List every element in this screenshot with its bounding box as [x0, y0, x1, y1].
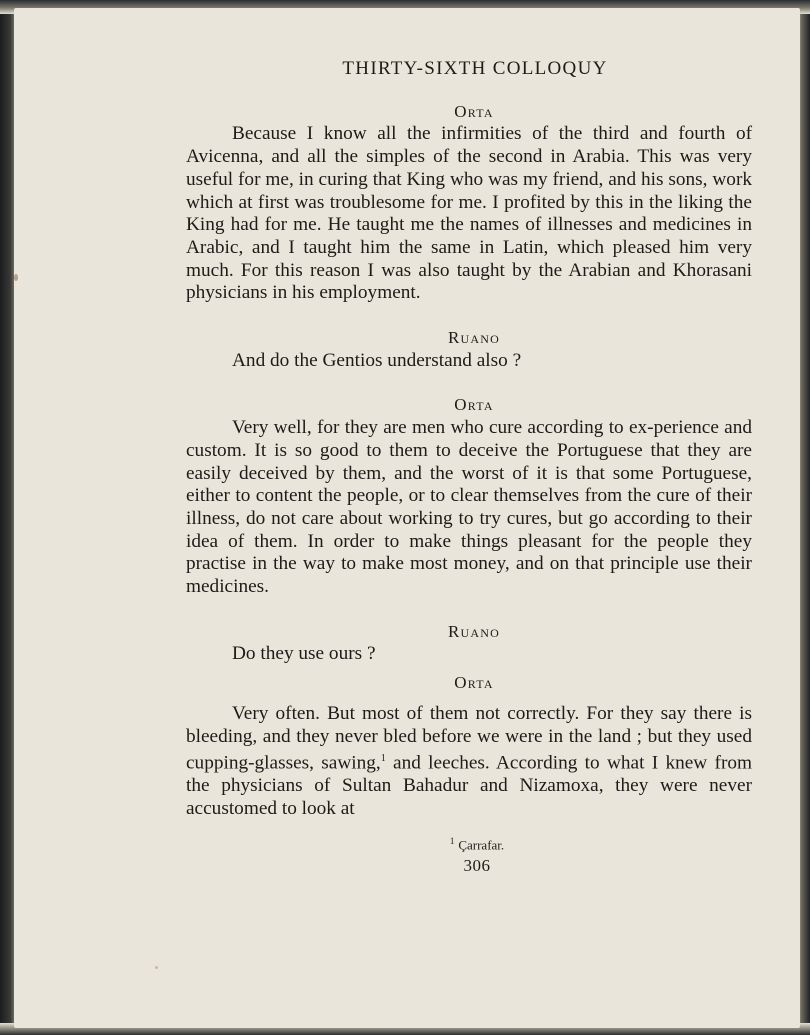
footnote-text: Çarrafar.: [458, 837, 505, 853]
speaker-name: Orta: [454, 101, 494, 121]
speaker-name: Ruano: [447, 621, 500, 641]
speaker-name: Ruano: [447, 328, 500, 348]
speech-paragraph: Because I know all the infirmities of the third and fourth of Avicenna, and all the simples of the second in Arabia. This was very useful for me, in curing that King who was my friend, and his sons, work which at first was troublesome for me. I profited by this in the liking the King had for me. He taught me the names of illnesses and medicines in Arabic, and I taught him the same in Latin, which pleased him very much. For this reason I was also taught by the Arabian and Khorasani physicians in his employment.: [186, 123, 753, 304]
speech-paragraph: Very well, for they are men who cure according to ex-perience and custom. It is so good to them to deceive the Portuguese that they are easily deceived by them, and the worst of it is that some Portuguese, either to content the people, or to clear themselves from the cure of their illness, do not care about working to try cures, but go according to their idea of them. In order to make things pleasant for the people they practise in the way to make most money, and on that principle use their medicines.: [186, 417, 752, 598]
paper-speck: [155, 966, 158, 969]
paper-speck: [14, 274, 18, 281]
running-head: THIRTY-SIXTH COLLOQUY: [342, 58, 608, 79]
speech-paragraph: And do the Gentios understand also ?: [232, 349, 522, 371]
page-text: [186, 58, 752, 878]
speaker-name: Orta: [454, 673, 494, 693]
footnote-reference: 1: [380, 753, 386, 765]
page-number: 306: [463, 856, 491, 876]
footnote-marker: 1: [449, 835, 455, 846]
speaker-name: Orta: [454, 395, 494, 415]
speech-paragraph: Do they use ours ?: [232, 643, 376, 665]
speech-paragraph: Very often. But most of them not correctly. For they say there is bleeding, and they never bled before we were in the land ; but they used cupping-glasses, sawing,$^1$ and leeches. According to what I knew from the physicians of Sultan Bahadur and Nizamoxa, they were never accustomed to look at: [186, 702, 753, 820]
footnote: [186, 833, 752, 853]
